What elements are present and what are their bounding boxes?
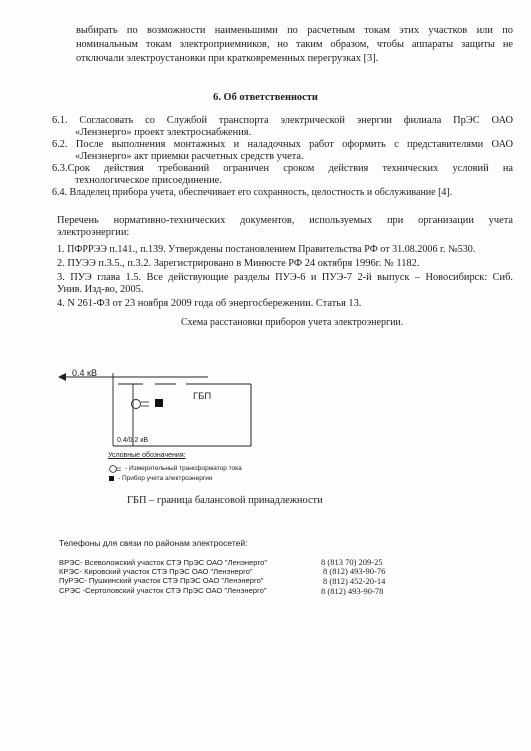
contact-row-3-phone: 8 (812) 452-20-14	[323, 576, 386, 586]
references-intro-line-2: электроэнергии:	[57, 227, 130, 238]
section-item-1-line-1: 6.1. Согласовать со Службой транспорта электрической энергии филиала ПрЭС ОАО	[52, 115, 513, 126]
section-item-2-line-2: «Ленэнерго» акт приемки расчетных средств учета.	[75, 151, 304, 162]
contact-row-4-phone: 8 (812) 493-90-78	[321, 586, 384, 596]
scheme-caption: ГБП – граница балансовой принадлежности	[127, 495, 323, 506]
section-item-3-line-2: технологическое присоединение.	[75, 175, 222, 186]
arrow-left-icon	[58, 373, 66, 381]
reference-item-2: 2. ПУЭЭ п.3.5., п.3.2. Зарегистрировано в Минюсте РФ 24 октября 1996г. № 1182.	[57, 258, 420, 269]
intro-line-3: отключали электроустановки при кратковременных перегрузках [3].	[76, 53, 379, 64]
section-item-1-line-2: «Ленэнерго» проект электроснабжения.	[75, 127, 252, 138]
reference-item-3-line-1: 3. ПУЭ глава 1.5. Все действующие разделы ПУЭ-6 и ПУЭ-7 2-й выпуск – Новосибирск: Сиб.	[57, 272, 513, 283]
contacts-heading: Телефоны для связи по районам электросетей:	[59, 538, 248, 548]
section-item-2-line-1: 6.2. После выполнения монтажных и наладочных работ оформить с представителями ОАО	[52, 139, 513, 150]
contact-row-1-name: ВРЭС- Всеволожский участок СТЭ ПрЭС ОАО "Ленэнерго"	[59, 558, 268, 567]
legend-title: Условные обозначения:	[108, 452, 186, 459]
gbp-label: ГБП	[193, 391, 212, 402]
section-item-4-line-1: 6.4. Владелец прибора учета, обеспечивает его сохранность, целостность и обслуживание [4].	[52, 187, 453, 198]
section-item-3-line-1: 6.3.Срок действия требований ограничен сроком действия технических условий на	[52, 163, 513, 174]
reference-item-3-line-2: Унив. Изд-во, 2005.	[57, 284, 144, 295]
contact-row-2-name: КРЭС- Кировский участок СТЭ ПрЭС ОАО "Ленэнерго"	[59, 567, 253, 576]
reference-item-4: 4. N 261-ФЗ от 23 ноября 2009 года об энергосбережении. Статья 13.	[57, 298, 362, 309]
reference-item-1: 1. ПФРРЭЭ п.141., п.139. Утверждены постановлением Правительства РФ от 31.08.2006 г. №530.	[57, 244, 476, 255]
meter-icon	[155, 399, 163, 407]
legend-ct-text: - Измерительный трансформатор тока	[125, 465, 242, 472]
section-title: 6. Об ответственности	[213, 92, 318, 103]
contact-row-4-name: СРЭС -Сертоловский участок СТЭ ПрЭС ОАО "Ленэнерго"	[59, 586, 267, 595]
legend-ct-icon	[110, 466, 117, 473]
intro-line-1: выбирать по возможности наименьшими по расчетным токам этих участков или по	[76, 25, 513, 36]
contact-row-1-phone: 8 (813 70) 209-25	[321, 557, 383, 567]
scheme-title: Схема расстановки приборов учета электроэнергии.	[181, 317, 404, 328]
contact-row-3-name: ПуРЭС- Пушкинский участок СТЭ ПрЭС ОАО "Ленэнерго"	[59, 576, 264, 585]
voltage-label: 0.4 кВ	[72, 368, 97, 378]
legend-meter-icon	[109, 476, 114, 481]
contact-row-2-phone: 8 (812) 493-90-76	[323, 566, 386, 576]
panel-voltage-label: 0.4/0.2 кВ	[117, 437, 149, 444]
intro-line-2: номинальным токам электроприемников, но таким образом, чтобы аппараты защиты не	[76, 39, 513, 50]
references-intro-line-1: Перечень нормативно-технических документов, используемых при организации учета	[57, 215, 513, 226]
legend-meter-text: - Прибор учета электроэнергии	[118, 475, 213, 482]
